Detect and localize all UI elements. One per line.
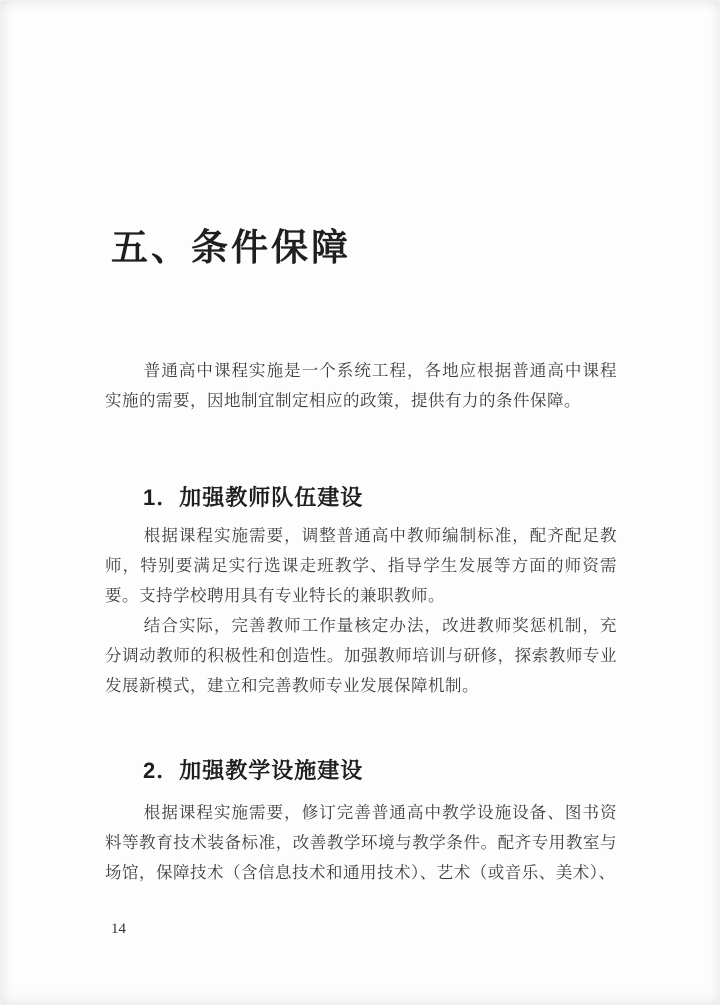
section-1-paragraph-1: 根据课程实施需要，调整普通高中教师编制标准，配齐配足教师，特别要满足实行选课走班教学、指导学生发展等方面的师资需要。支持学校聘用具有专业特长的兼职教师。 — [105, 526, 617, 605]
section-2-paragraph-1: 根据课程实施需要，修订完善普通高中教学设施设备、图书资料等教育技术装备标准，改善教学环境与教学条件。配齐专用教室与场馆，保障技术（含信息技术和通用技术）、艺术（或音乐、美术）、 — [105, 803, 617, 882]
section-1-heading: 1．加强教师队伍建设 — [143, 485, 364, 511]
section-1-body — [105, 521, 617, 701]
chapter-title: 五、条件保障 — [111, 227, 351, 269]
section-1-paragraph-2: 结合实际，完善教师工作量核定办法，改进教师奖惩机制，充分调动教师的积极性和创造性。加强教师培训与研修，探索教师专业发展新模式，建立和完善教师专业发展保障机制。 — [105, 616, 617, 695]
intro-paragraph-block — [105, 356, 617, 416]
section-2-heading: 2．加强教学设施建设 — [143, 758, 364, 784]
section-2-body — [105, 798, 617, 888]
intro-paragraph: 普通高中课程实施是一个系统工程，各地应根据普通高中课程实施的需要，因地制宜制定相应的政策，提供有力的条件保障。 — [105, 361, 617, 410]
page-number: 14 — [111, 921, 126, 937]
